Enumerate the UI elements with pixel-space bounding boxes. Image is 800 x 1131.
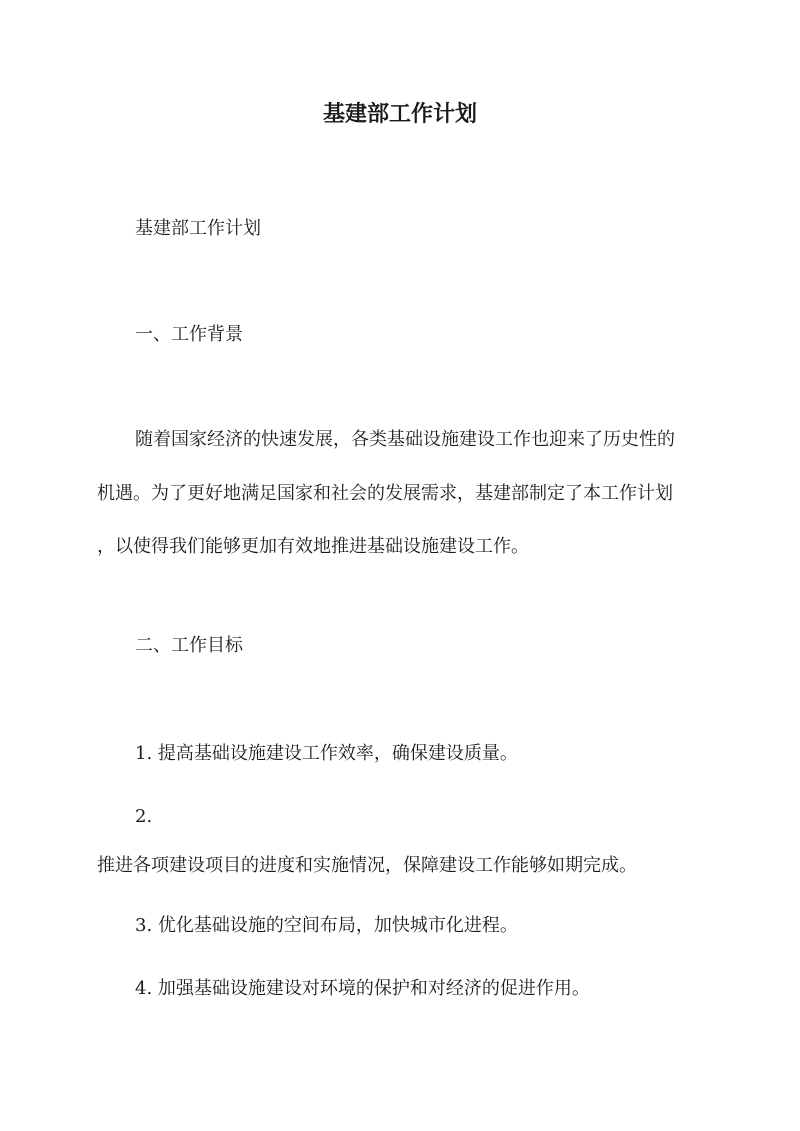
paragraph-line: 机遇。为了更好地满足国家和社会的发展需求，基建部制定了本工作计划 — [97, 483, 673, 504]
section-heading-background: 一、工作背景 — [135, 324, 243, 345]
document-subtitle: 基建部工作计划 — [135, 218, 261, 239]
section-heading-goals: 二、工作目标 — [135, 635, 243, 656]
goal-item-number: 2. — [135, 806, 153, 827]
goal-item: 推进各项建设项目的进度和实施情况，保障建设工作能够如期完成。 — [97, 855, 637, 876]
document-title: 基建部工作计划 — [322, 101, 477, 127]
goal-item: 3. 优化基础设施的空间布局，加快城市化进程。 — [135, 915, 518, 936]
goal-item: 1. 提高基础设施建设工作效率，确保建设质量。 — [135, 743, 518, 764]
paragraph-line: ，以使得我们能够更加有效地推进基础设施建设工作。 — [97, 536, 529, 557]
paragraph-line: 随着国家经济的快速发展，各类基础设施建设工作也迎来了历史性的 — [135, 429, 675, 450]
goal-item: 4. 加强基础设施建设对环境的保护和对经济的促进作用。 — [135, 978, 590, 999]
